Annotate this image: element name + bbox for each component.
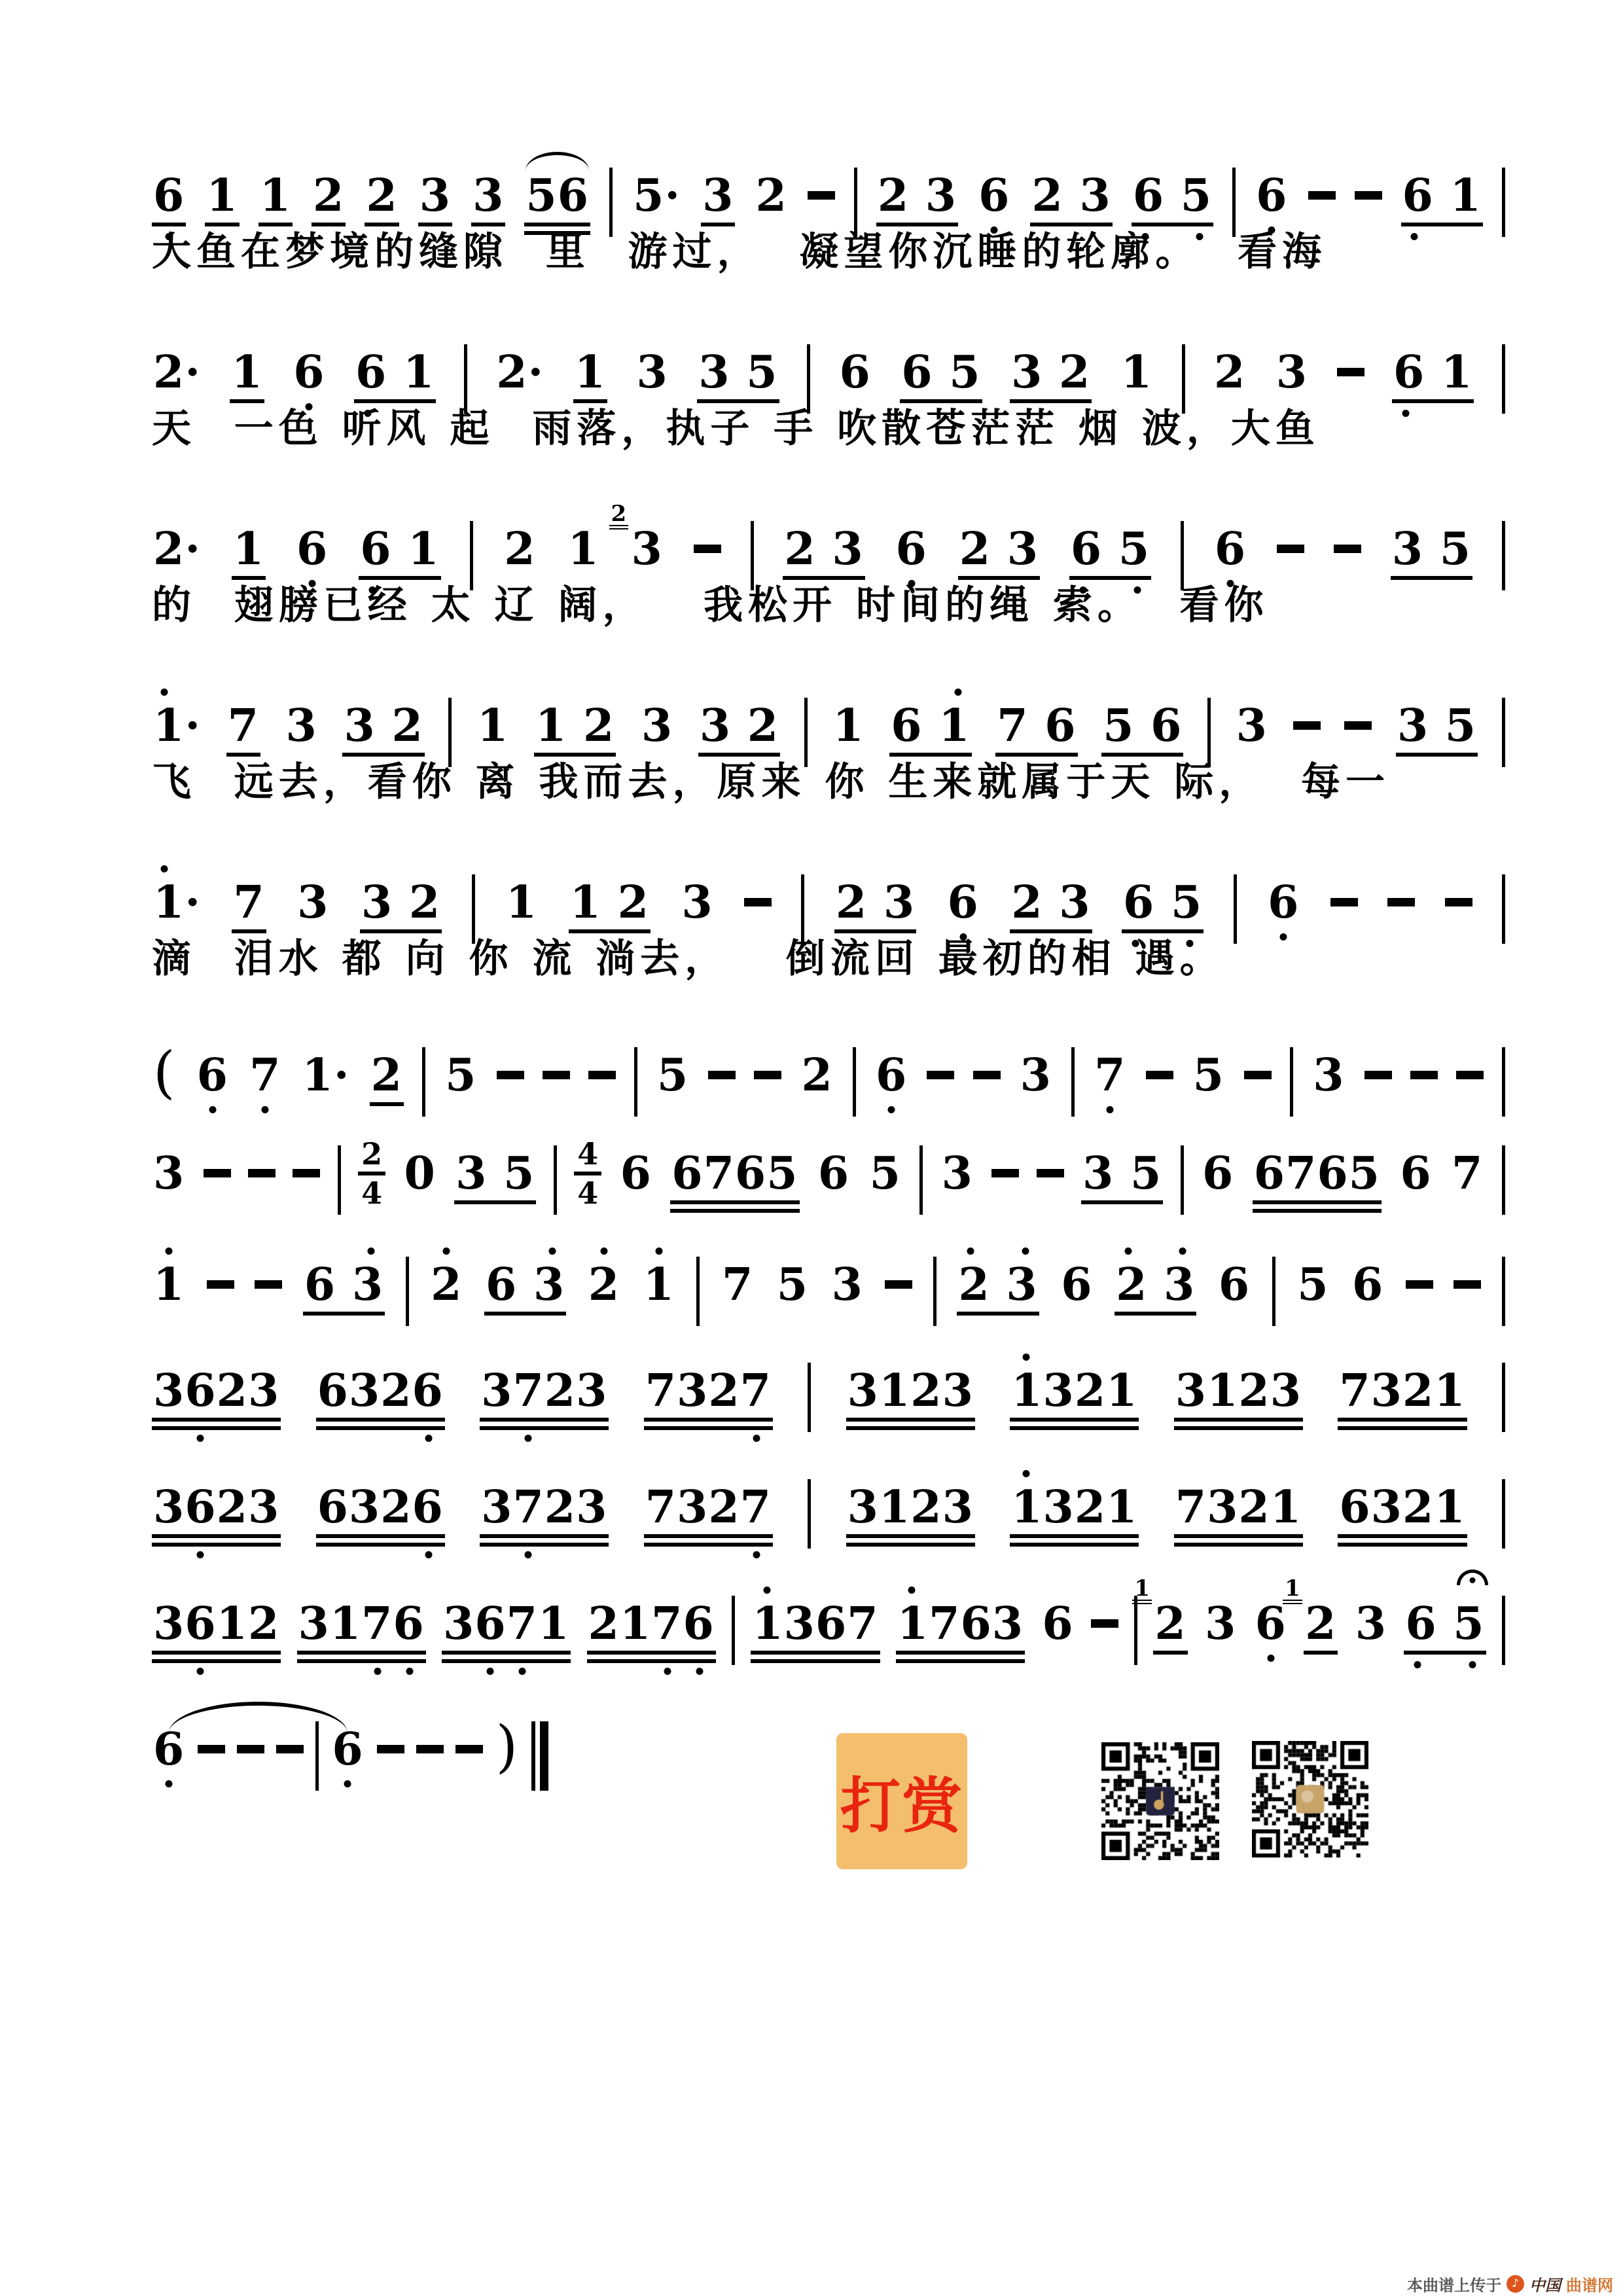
note-token: 2 3 [876, 171, 958, 226]
note-token: 2 [1214, 346, 1246, 399]
note-token: 1 [230, 348, 264, 403]
barline [732, 1596, 735, 1665]
note-token: 3623 [152, 1483, 281, 1547]
duration-dash [237, 1745, 264, 1753]
note-token: 3 [297, 876, 329, 929]
barline [472, 874, 475, 944]
note-token: 3 2 [630, 525, 664, 573]
note-token: 3623 [152, 1367, 281, 1430]
barline [801, 874, 804, 944]
duration-dash [1334, 545, 1361, 553]
note-token: 3 5 [1081, 1149, 1163, 1204]
note-token: 3123 [1174, 1367, 1303, 1430]
barline [470, 521, 473, 590]
notation-line [152, 348, 1505, 414]
barline [1502, 344, 1505, 414]
fermata-icon [1457, 1570, 1488, 1585]
duration-dash [204, 1169, 231, 1177]
grace-note: 2 [609, 503, 629, 529]
note-token: 5 [1297, 1259, 1329, 1311]
duration-dash [1146, 1071, 1173, 1079]
note-token: 3 2 [1010, 348, 1092, 403]
note-token: 1· [302, 1049, 350, 1102]
note-token: 3 [941, 1147, 973, 1200]
note-token: 3 [641, 700, 673, 752]
notation-line [152, 1040, 1505, 1117]
duration-dash [754, 1071, 781, 1079]
duration-dash [808, 191, 835, 200]
barline [554, 1145, 557, 1215]
note-token: 6 [1352, 1259, 1384, 1311]
duration-dash [1337, 368, 1364, 376]
barline [1502, 1047, 1505, 1117]
barline [804, 698, 808, 767]
barline [1272, 1257, 1275, 1326]
note-token: 1 [642, 1261, 676, 1309]
note-token: 3 [1020, 1049, 1052, 1102]
note-token: 6 [1400, 1147, 1432, 1200]
note-token: 6 [1266, 878, 1300, 927]
note-token: 2 3 [1030, 171, 1112, 226]
note-token: 7 [248, 1051, 282, 1100]
barline [406, 1257, 409, 1326]
note-token: 2 3 [958, 525, 1040, 580]
note-token: 6 1 [1401, 171, 1483, 226]
note-token: 6 [946, 878, 980, 927]
notation-line [152, 501, 1505, 590]
note-token: 1367 [751, 1600, 880, 1663]
note-token: 1 [232, 525, 266, 580]
barline [808, 1363, 811, 1432]
barline [422, 1047, 425, 1117]
slur-arc [526, 152, 589, 171]
note-token: 6 [152, 171, 186, 226]
note-token: 2176 [587, 1600, 716, 1663]
barline [933, 1257, 936, 1326]
note-token: 6 [196, 1051, 230, 1100]
note-token: 7 6 [995, 702, 1077, 757]
note-token: 1321 [1010, 1483, 1139, 1547]
note-token: 3 5 [1396, 702, 1478, 757]
note-token: 6765 [670, 1149, 799, 1213]
duration-dash [1387, 898, 1415, 906]
duration-dash [497, 1071, 524, 1079]
notation-line [152, 1483, 1505, 1549]
notation-line [152, 1714, 548, 1791]
note-token: 3 [1236, 700, 1268, 752]
note-token: 2 3 [783, 525, 865, 580]
note-token: 6 [817, 1147, 850, 1200]
note-token: 6 [1061, 1259, 1093, 1311]
parenthesis: ( [153, 1040, 176, 1105]
duration-dash [991, 1169, 1019, 1177]
note-token: 6 3 [303, 1261, 385, 1316]
barline [1502, 874, 1505, 944]
note-token: 1 [205, 171, 239, 226]
qr-code-right [1252, 1741, 1368, 1857]
note-token: 5 6 [1101, 702, 1183, 757]
note-token: 3 [1205, 1598, 1237, 1650]
note-token: 7321 [1174, 1483, 1303, 1547]
note-token: 2 3 [1115, 1261, 1196, 1316]
note-token: 1 2 [534, 702, 616, 757]
note-token: 7 [232, 878, 266, 933]
duration-dash [255, 1280, 282, 1289]
note-token: 3 [153, 1147, 185, 1200]
duration-dash [1454, 1280, 1481, 1289]
note-token: 2 [587, 1261, 621, 1309]
barline [1181, 521, 1184, 590]
barline [338, 1145, 341, 1215]
note-token: 6 [1202, 1147, 1234, 1200]
duration-dash [1355, 191, 1382, 200]
note-token: 6 5 [1069, 525, 1151, 580]
lyrics-line: 天 一色 听风 起 雨落，执子 手 吹散苍茫茫 烟 波，大鱼 [152, 406, 1320, 452]
barline [808, 1479, 811, 1549]
note-token: 6 [1213, 525, 1247, 573]
barline [1232, 168, 1236, 237]
duration-dash [416, 1745, 444, 1753]
note-token: 5 [656, 1049, 689, 1102]
duration-dash [1308, 191, 1336, 200]
note-token: 2 3 [1010, 878, 1092, 933]
duration-dash [455, 1745, 483, 1753]
notation-line [152, 1261, 1505, 1326]
note-token: 7327 [644, 1367, 773, 1430]
note-token: 7 [1452, 1147, 1484, 1200]
note-token: 3 [636, 346, 668, 399]
note-token: 6 3 [484, 1261, 566, 1316]
note-token: 2 1 [1153, 1600, 1187, 1655]
site-name-orange: 曲谱网 [1566, 2276, 1613, 2295]
barline [1290, 1047, 1293, 1117]
grace-note: 1 [1132, 1577, 1152, 1604]
note-token: 3 [1275, 346, 1308, 399]
note-token: 6326 [316, 1367, 445, 1430]
note-token: 3723 [480, 1483, 609, 1547]
note-token: 3723 [480, 1367, 609, 1430]
note-token: 6 1 [889, 702, 971, 757]
note-token: 2 3 [834, 878, 916, 933]
duration-dash [1037, 1169, 1064, 1177]
note-token: 2 [755, 170, 787, 222]
note-token: 2 [429, 1261, 463, 1309]
duration-dash [1091, 1619, 1118, 1628]
duration-dash [885, 1280, 912, 1289]
note-token: 7 [1093, 1051, 1127, 1100]
duration-dash [276, 1745, 304, 1753]
duration-dash [694, 545, 721, 553]
note-token: 7 [226, 702, 260, 757]
note-token: 6 [620, 1147, 652, 1200]
note-token: 3 [701, 171, 735, 226]
note-token: 3 [285, 700, 317, 752]
note-token: 2 [312, 171, 346, 226]
duration-dash [1406, 1280, 1433, 1289]
note-token: 6 5 [1404, 1600, 1486, 1655]
note-token: 6 1 [359, 525, 440, 580]
notation-line [152, 878, 1505, 944]
note-token: 2 [365, 171, 399, 226]
barline [919, 1145, 923, 1215]
barline [1502, 1596, 1505, 1665]
grace-note: 1 [1283, 1577, 1302, 1604]
duration-dash [1244, 1071, 1272, 1079]
lyrics-line: 的 翅膀已经 太 辽 阔， 我松开 时间的绳 索。 看你 [152, 583, 1269, 628]
barline [1234, 874, 1237, 944]
note-token: 6 [895, 525, 929, 573]
barline [1071, 1047, 1075, 1117]
note-token: 1· [152, 702, 202, 750]
barline [448, 698, 452, 767]
duration-dash [543, 1071, 570, 1079]
duration-dash [1410, 1071, 1438, 1079]
barline [696, 1257, 700, 1326]
note-token: 6 [1255, 171, 1289, 220]
duration-dash [377, 1745, 404, 1753]
note-token: 6326 [316, 1483, 445, 1547]
duration-dash [1330, 898, 1358, 906]
note-token: 6 5 [1132, 171, 1213, 226]
barline [751, 521, 754, 590]
note-token: 3 2 [360, 878, 442, 933]
note-token: 7321 [1338, 1367, 1467, 1430]
note-token: 3 2 [342, 702, 424, 757]
note-token: 56 [524, 171, 590, 235]
barline [1502, 1257, 1505, 1326]
note-token: 3 5 [697, 348, 779, 403]
note-token: 6 [839, 346, 871, 399]
barline [1182, 344, 1185, 414]
duration-dash [588, 1071, 616, 1079]
note-token: 1 [1120, 346, 1153, 399]
site-name-dark: 中国 [1529, 2276, 1561, 2295]
note-token: 5 [1192, 1049, 1224, 1102]
parenthesis: ) [495, 1714, 519, 1780]
note-token: 1 [259, 171, 293, 226]
note-token: 1 [152, 1261, 186, 1309]
reward-button[interactable] [836, 1733, 967, 1869]
note-token: 2· [496, 346, 544, 399]
upload-credit-text: 本曲谱上传于 [1407, 2276, 1501, 2295]
duration-dash [1456, 1071, 1484, 1079]
note-token: 2 3 [957, 1261, 1039, 1316]
note-token: 1· [152, 878, 202, 927]
note-token: 2 1 [1304, 1600, 1338, 1655]
tie-arc [169, 1702, 348, 1733]
note-token: 1 [477, 700, 509, 752]
duration-dash [1293, 721, 1321, 730]
duration-dash [1344, 721, 1372, 730]
note-token: 5 [445, 1049, 477, 1102]
time-signature: 4 4 [574, 1139, 601, 1208]
note-token: 3 [418, 171, 452, 226]
note-token: 6 1 [354, 348, 436, 403]
note-token: 5 [776, 1259, 809, 1311]
notation-line [152, 702, 1505, 767]
note-token: 0 [404, 1147, 436, 1200]
duration-dash [207, 1280, 234, 1289]
barline [1207, 698, 1211, 767]
note-token: 2 [801, 1049, 833, 1102]
note-token: 1 [505, 876, 538, 929]
note-token: 3 [471, 171, 505, 226]
note-token: 6321 [1338, 1483, 1467, 1547]
note-token: 6 [292, 348, 326, 397]
time-signature: 2 4 [358, 1139, 385, 1208]
barline [1502, 698, 1505, 767]
qr-code-left [1101, 1742, 1219, 1860]
note-token: 6 [295, 525, 329, 573]
note-token: 2 [370, 1051, 404, 1106]
note-token: 2 [504, 523, 536, 575]
notation-line [152, 1367, 1505, 1432]
note-token: 3 2 [698, 702, 780, 757]
notation-line [152, 171, 1505, 237]
duration-dash [927, 1071, 954, 1079]
note-token: 7 [721, 1259, 754, 1311]
note-token: 3176 [297, 1600, 426, 1663]
note-token: 3 [1355, 1598, 1387, 1650]
note-token: 7327 [644, 1483, 773, 1547]
lyrics-line: 飞 远去，看你 离 我而去，原来 你 生来就属于天 际， 每一 [152, 759, 1390, 805]
note-token: 1 [567, 523, 599, 575]
note-token: 6 1 [1392, 348, 1474, 403]
note-token: 6 [1218, 1259, 1251, 1311]
note-token: 2· [153, 523, 201, 575]
barline [1134, 1596, 1137, 1665]
note-token: 6 [874, 1051, 908, 1100]
reward-button-label: 打赏 [840, 1770, 963, 1841]
note-token: 5 [869, 1147, 901, 1200]
note-token: 6 [152, 1725, 186, 1774]
duration-dash [1277, 545, 1304, 553]
barline [609, 168, 613, 237]
notation-line [152, 1136, 1505, 1215]
barline [853, 1047, 856, 1117]
duration-dash [248, 1169, 276, 1177]
barline [464, 344, 467, 414]
duration-dash [1364, 1071, 1392, 1079]
site-logo-icon: ♪ [1507, 2275, 1524, 2293]
duration-dash [744, 898, 772, 906]
footer-credit [1407, 2272, 1613, 2295]
lyrics-line: 滴 泪水 都 向 你 流 淌去， 倒流回 最初的相 遇。 [152, 936, 1224, 982]
barline [1502, 1363, 1505, 1432]
note-token: 3612 [152, 1600, 281, 1663]
notation-line [152, 1575, 1505, 1665]
note-token: 6 [977, 171, 1011, 220]
note-token: 6 5 [900, 348, 982, 403]
duration-dash [1445, 898, 1472, 906]
barline [1181, 1145, 1184, 1215]
note-token: 1 [832, 700, 865, 752]
note-token: 1763 [896, 1600, 1025, 1663]
note-token: 6765 [1253, 1149, 1382, 1213]
note-token: 3 5 [454, 1149, 536, 1204]
note-token: 1321 [1010, 1367, 1139, 1430]
barline [1502, 168, 1505, 237]
barline [1502, 1145, 1505, 1215]
note-token: 6 [1042, 1598, 1074, 1650]
note-token: 3 [681, 876, 713, 929]
barline [854, 168, 857, 237]
note-token: 6 [330, 1725, 365, 1774]
barline [1502, 1479, 1505, 1549]
note-token: 1 2 [569, 878, 651, 933]
note-token: 3123 [846, 1483, 975, 1547]
note-token: 2· [153, 346, 201, 399]
barline [1502, 521, 1505, 590]
duration-dash [708, 1071, 736, 1079]
duration-dash [293, 1169, 320, 1177]
note-token: 6 5 [1122, 878, 1204, 933]
note-token: 3671 [442, 1600, 571, 1663]
note-token: 6 [1254, 1600, 1288, 1648]
note-token: 3123 [846, 1367, 975, 1430]
duration-dash [973, 1071, 1001, 1079]
final-barline [531, 1721, 548, 1791]
note-token: 1 [573, 348, 607, 403]
lyrics-line: 大鱼在梦境的缝隙 里 游过， 凝望你沉睡的轮廓。 看海 [152, 229, 1327, 275]
note-token: 5· [633, 170, 681, 222]
note-token: 3 [831, 1259, 863, 1311]
barline [634, 1047, 637, 1117]
note-token: 3 [1313, 1049, 1345, 1102]
note-token: 3 5 [1391, 525, 1472, 580]
duration-dash [198, 1745, 225, 1753]
barline [807, 344, 810, 414]
